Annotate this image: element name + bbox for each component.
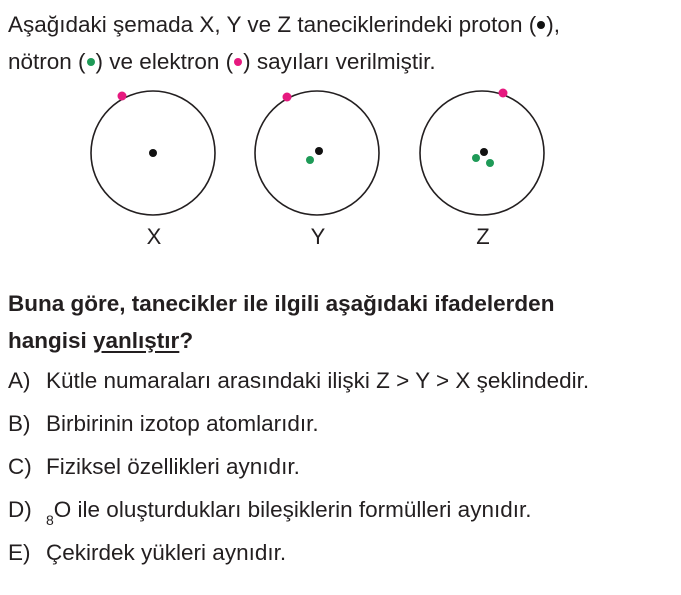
question-text [8, 285, 676, 359]
atom-label-y: Y [310, 224, 326, 249]
option-subscript: 8 [46, 512, 54, 528]
option-a[interactable] [8, 366, 589, 396]
option-letter: C) [8, 454, 32, 479]
option-c[interactable] [8, 452, 300, 482]
question-mark: ? [179, 328, 194, 353]
option-letter: A) [8, 368, 31, 393]
atom-label-x: X [146, 224, 162, 249]
atom-y [255, 91, 379, 249]
question-line-2: hangisi [8, 328, 94, 353]
option-e[interactable] [8, 538, 286, 568]
atom-z [420, 89, 544, 250]
option-d[interactable] [8, 495, 531, 527]
neutron-dot-icon [87, 58, 95, 66]
electron-dot-icon [234, 58, 242, 66]
atom-diagram [0, 84, 681, 254]
option-b[interactable] [8, 409, 319, 439]
option-text: Çekirdek yükleri aynıdır. [46, 540, 287, 565]
intro-text [8, 6, 676, 80]
option-text: O ile oluşturdukları bileşiklerin formülleri aynıdır. [53, 497, 532, 522]
intro-part-3: nötron ( [8, 49, 86, 74]
intro-part-4: ) ve elektron ( [95, 49, 234, 74]
neutron-z-1 [472, 154, 480, 162]
neutron-y [306, 156, 314, 164]
option-letter: B) [8, 411, 31, 436]
option-text: Birbirinin izotop atomlarıdır. [46, 411, 319, 436]
neutron-z-2 [486, 159, 494, 167]
option-text: Kütle numaraları arasındaki ilişki Z > Y > X şeklindedir. [46, 368, 590, 393]
proton-y [315, 147, 323, 155]
intro-part-5: ) sayıları verilmiştir. [243, 49, 436, 74]
proton-z [480, 148, 488, 156]
electron-x [118, 92, 127, 101]
option-letter: E) [8, 540, 31, 565]
electron-y [283, 93, 292, 102]
atom-x [91, 91, 215, 249]
proton-dot-icon [537, 21, 545, 29]
option-text: Fiziksel özellikleri aynıdır. [46, 454, 300, 479]
intro-part-2: ), [546, 12, 560, 37]
atom-label-z: Z [476, 224, 490, 249]
question-line-1: Buna göre, tanecikler ile ilgili aşağıdaki ifadelerden [8, 291, 555, 316]
electron-z [499, 89, 508, 98]
option-letter: D) [8, 497, 32, 522]
intro-part-1: Aşağıdaki şemada X, Y ve Z taneciklerindeki proton ( [8, 12, 537, 37]
proton-x [149, 149, 157, 157]
question-underlined-word: yanlıştır [93, 328, 180, 353]
